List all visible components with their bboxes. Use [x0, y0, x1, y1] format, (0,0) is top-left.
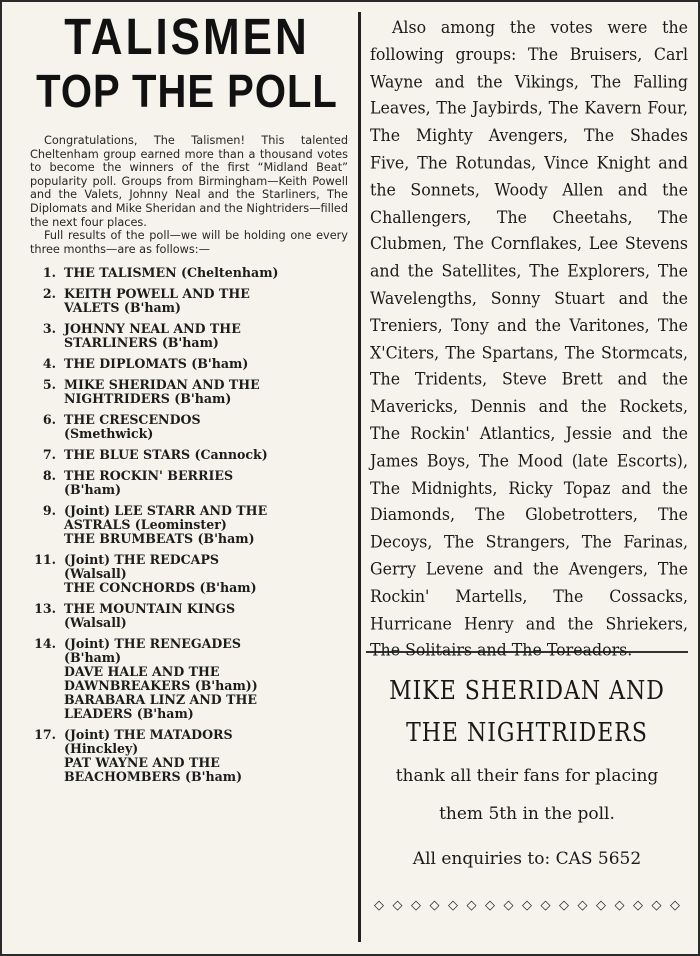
- poll-result-text: [64, 504, 352, 546]
- poll-result-line: (Joint) THE MATADORS: [64, 727, 233, 743]
- advert-text-line-1: thank all their fans for placing: [395, 766, 659, 787]
- poll-result-line: THE ROCKIN' BERRIES: [64, 468, 234, 484]
- poll-result-text: [64, 602, 352, 630]
- poll-result-item: [26, 728, 352, 784]
- poll-result-item: [26, 469, 352, 497]
- advert-title-line-2: THE NIGHTRIDERS: [406, 718, 648, 749]
- poll-result-item: [26, 602, 352, 630]
- poll-result-item: [26, 357, 352, 371]
- poll-result-line: THE DIPLOMATS (B'ham): [64, 356, 249, 372]
- poll-result-line: DAVE HALE AND THE: [64, 664, 220, 680]
- poll-result-line: BEACHOMBERS (B'ham): [64, 769, 243, 785]
- poll-result-line: THE TALISMEN (Cheltenham): [64, 265, 279, 281]
- poll-result-line: ASTRALS (Leominster): [64, 517, 227, 533]
- poll-result-line: PAT WAYNE AND THE: [64, 755, 220, 771]
- poll-result-line: KEITH POWELL AND THE: [64, 286, 250, 302]
- poll-result-text: [64, 357, 352, 371]
- poll-result-line: BARABARA LINZ AND THE: [64, 692, 257, 708]
- advert-box: [366, 671, 688, 869]
- intro-paragraph-1: Congratulations, The Talismen! This talented Cheltenham group earned more than a thousand votes to become the winners of the first “Midland Beat” popularity poll. Groups from Birmingham—Keith Powell and the Valets, Johnny Neal and the Starliners, The Diplomats and Mike Sheridan and the Nightriders—filled the next four places.: [30, 134, 348, 229]
- poll-result-item: [26, 553, 352, 595]
- diamond-ornament-icon: ◇: [577, 898, 588, 914]
- advert-contact: All enquiries to: CAS 5652: [412, 849, 642, 870]
- poll-result-text: [64, 287, 352, 315]
- diamond-ornament-icon: ◇: [559, 898, 569, 914]
- poll-result-rank: 8.: [42, 468, 56, 484]
- headline-line-1: TALISMEN: [64, 9, 310, 66]
- poll-results-list: [26, 266, 352, 784]
- other-votes-paragraph: Also among the votes were the following groups: The Bruisers, Carl Wayne and the Vikings, The Falling Leaves, The Jaybirds, The Kavern Four, The Mighty Avengers, The Shades Five, The Rotundas, Vince Knight and the Sonnets, Woody Allen and the Challengers, The Cheetahs, The Clubmen, The Cornflakes, Lee Stevens and the Satellites, The Explorers, The Wavelengths, Sonny Stuart and the Treniers, Tony and the Varitones, The X'Citers, The Spartans, The Stormcats, The Tridents, Steve Brett and the Mavericks, Dennis and the Rockets, The Rockin' Atlantics, Jessie and the James Boys, The Mood (late Escorts), The Midnights, Ricky Topaz and the Diamonds, The Globetrotters, The Decoys, The Strangers, The Farinas, Gerry Levene and the Avengers, The Rockin' Martells, The Cossacks, Hurricane Henry and the Shriekers, The Solitairs and The Toreadors.: [370, 17, 688, 661]
- diamond-ornament-icon: ◇: [466, 898, 477, 914]
- poll-result-item: [26, 504, 352, 546]
- poll-result-item: [26, 322, 352, 350]
- poll-result-text: [64, 637, 352, 721]
- poll-result-text: [64, 553, 352, 595]
- advert-title-line-1: MIKE SHERIDAN AND: [389, 676, 665, 707]
- poll-result-text: [64, 413, 352, 441]
- poll-result-line: (Walsall): [64, 566, 127, 582]
- headline-line-2: TOP THE POLL: [36, 66, 338, 118]
- poll-result-text: [64, 728, 352, 784]
- diamond-ornament-icon: ◇: [596, 898, 606, 914]
- poll-result-rank: 6.: [42, 412, 56, 428]
- intro-text: [30, 134, 348, 256]
- right-column: [366, 10, 688, 945]
- poll-result-line: (Smethwick): [64, 426, 154, 442]
- poll-result-line: VALETS (B'ham): [64, 300, 181, 316]
- poll-result-line: (Joint) THE REDCAPS: [64, 552, 220, 568]
- poll-result-text: [64, 266, 352, 280]
- diamond-ornament-icon: ◇: [503, 898, 514, 914]
- column-divider: [358, 12, 361, 942]
- poll-result-line: THE CRESCENDOS: [64, 412, 201, 428]
- poll-result-text: [64, 448, 352, 462]
- poll-result-rank: 7.: [42, 447, 56, 463]
- poll-result-line: JOHNNY NEAL AND THE: [64, 321, 241, 337]
- intro-paragraph-2: Full results of the poll—we will be holding one every three months—are as follows:—: [30, 229, 348, 256]
- poll-result-line: (Hinckley): [64, 741, 139, 757]
- poll-result-line: LEADERS (B'ham): [64, 706, 194, 722]
- poll-result-text: [64, 469, 352, 497]
- diamond-ornament-icon: ◇: [374, 898, 384, 914]
- diamond-ornament-icon: ◇: [540, 898, 551, 914]
- diamond-ornament-icon: ◇: [411, 898, 421, 914]
- poll-result-rank: 3.: [42, 321, 56, 337]
- poll-result-rank: 5.: [42, 377, 56, 393]
- poll-result-rank: 14.: [34, 636, 56, 652]
- diamond-ornament-icon: ◇: [522, 898, 532, 914]
- diamond-ornament-icon: ◇: [429, 898, 440, 914]
- poll-result-item: [26, 637, 352, 721]
- poll-result-line: (Walsall): [64, 615, 127, 631]
- poll-result-text: [64, 378, 352, 406]
- poll-result-line: STARLINERS (B'ham): [64, 335, 219, 351]
- other-votes-text: [370, 14, 688, 664]
- poll-result-line: MIKE SHERIDAN AND THE: [64, 377, 260, 393]
- left-column: [22, 10, 352, 945]
- poll-result-rank: 4.: [42, 356, 56, 372]
- diamond-ornament-icon: ◇: [485, 898, 495, 914]
- poll-result-line: (B'ham): [64, 650, 122, 666]
- poll-result-line: DAWNBREAKERS (B'ham)): [64, 678, 258, 694]
- poll-result-rank: 17.: [34, 727, 56, 743]
- diamond-ornament-icon: ◇: [392, 898, 403, 914]
- poll-result-rank: 9.: [42, 503, 56, 519]
- diamond-ornament-icon: ◇: [448, 898, 458, 914]
- diamond-ornament-icon: ◇: [614, 898, 625, 914]
- diamond-ornament-icon: ◇: [651, 898, 662, 914]
- diamond-ornament-icon: ◇: [670, 898, 680, 914]
- poll-result-text: [64, 322, 352, 350]
- poll-result-item: [26, 266, 352, 280]
- poll-result-line: THE BLUE STARS (Cannock): [64, 447, 268, 463]
- poll-result-line: NIGHTRIDERS (B'ham): [64, 391, 232, 407]
- poll-result-line: THE MOUNTAIN KINGS: [64, 601, 236, 617]
- poll-result-item: [26, 378, 352, 406]
- poll-result-line: THE CONCHORDS (B'ham): [64, 580, 257, 596]
- poll-result-rank: 11.: [34, 552, 56, 568]
- poll-result-line: (B'ham): [64, 482, 122, 498]
- advert-text-line-2: them 5th in the poll.: [439, 804, 615, 825]
- poll-result-rank: 2.: [42, 286, 56, 302]
- poll-result-item: [26, 413, 352, 441]
- poll-result-rank: 1.: [42, 265, 56, 281]
- poll-result-item: [26, 448, 352, 462]
- poll-result-line: (Joint) THE RENEGADES: [64, 636, 241, 652]
- poll-result-rank: 13.: [34, 601, 56, 617]
- poll-result-item: [26, 287, 352, 315]
- ornament-border: [372, 899, 682, 913]
- poll-result-line: THE BRUMBEATS (B'ham): [64, 531, 255, 547]
- poll-result-line: (Joint) LEE STARR AND THE: [64, 503, 268, 519]
- diamond-ornament-icon: ◇: [633, 898, 643, 914]
